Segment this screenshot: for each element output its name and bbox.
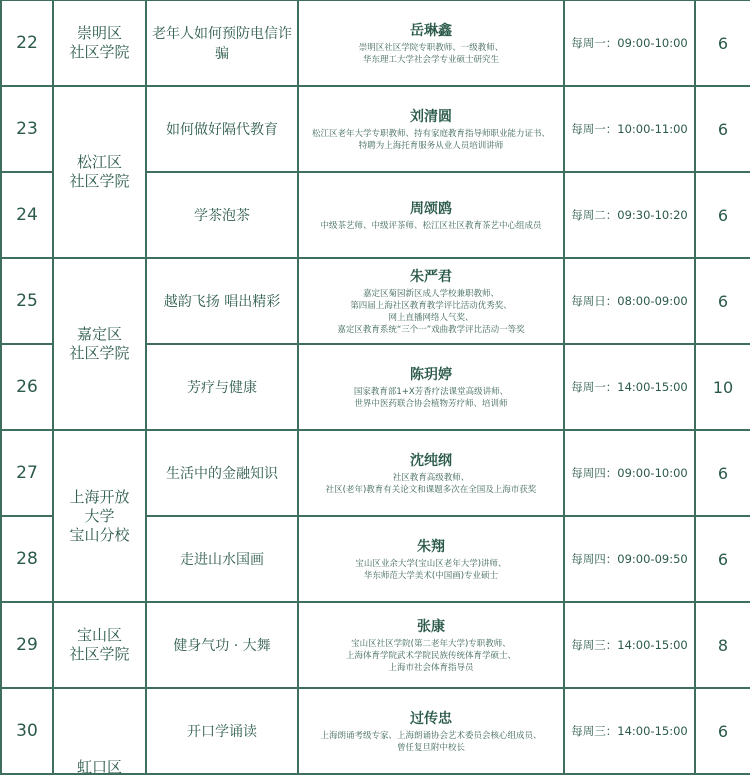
institution-line: 社区学院 xyxy=(69,344,130,362)
row-number: 30 xyxy=(1,688,53,774)
teacher-cell xyxy=(298,688,564,774)
teacher-desc-line: 宝山区社区学院(第二老年大学)专职教师、 xyxy=(351,639,511,649)
class-count: 6 xyxy=(695,516,750,602)
class-time: 每周二：09:30-10:20 xyxy=(564,172,695,258)
class-time: 每周一：09:00-10:00 xyxy=(564,0,695,86)
class-count: 6 xyxy=(695,0,750,86)
teacher-desc-line: 社区(老年)教育有关论文和课题多次在全国及上海市获奖 xyxy=(325,485,537,495)
class-time: 每周三：14:00-15:00 xyxy=(564,602,695,688)
course-name: 生活中的金融知识 xyxy=(146,430,298,516)
teacher-desc-line: 宝山区业余大学(宝山区老年大学)讲师、 xyxy=(355,559,507,569)
class-count: 8 xyxy=(695,602,750,688)
row-number: 29 xyxy=(1,602,53,688)
table-row xyxy=(1,688,750,774)
row-number: 28 xyxy=(1,516,53,602)
class-time: 每周四：09:00-10:00 xyxy=(564,430,695,516)
row-number: 25 xyxy=(1,258,53,344)
class-time: 每周日：08:00-09:00 xyxy=(564,258,695,344)
teacher-cell xyxy=(298,86,564,172)
institution-line: 社区学院 xyxy=(69,172,130,190)
class-time: 每周四：09:00-09:50 xyxy=(564,516,695,602)
course-name: 开口学诵读 xyxy=(146,688,298,774)
teacher-desc-line: 世界中医药联合协会植物芳疗师、培训师 xyxy=(354,399,508,409)
teacher-desc-line: 特聘为上海托育服务从业人员培训讲师 xyxy=(358,141,504,151)
class-time: 每周一：10:00-11:00 xyxy=(564,86,695,172)
teacher-desc-line: 上海朗诵考级专家、上海朗诵协会艺术委员会核心组成员、 xyxy=(320,731,542,741)
teacher-cell xyxy=(298,344,564,430)
teacher-desc-line: 华东师范大学美术(中国画)专业硕士 xyxy=(363,571,499,581)
teacher-cell xyxy=(298,516,564,602)
table-row xyxy=(1,602,750,688)
table-row xyxy=(1,86,750,172)
class-time: 每周一：14:00-15:00 xyxy=(564,344,695,430)
row-number: 26 xyxy=(1,344,53,430)
teacher-desc-line: 上海市社会体育指导员 xyxy=(388,663,474,673)
institution-line: 松江区 xyxy=(76,153,122,171)
course-name: 健身气功 · 大舞 xyxy=(146,602,298,688)
course-name: 如何做好隔代教育 xyxy=(146,86,298,172)
class-count: 6 xyxy=(695,86,750,172)
course-name: 芳疗与健康 xyxy=(146,344,298,430)
teacher-name: 朱翔 xyxy=(417,539,445,555)
teacher-desc-line: 华东理工大学社会学专业硕士研究生 xyxy=(362,55,499,65)
teacher-desc-line: 曾任复旦附中校长 xyxy=(396,743,465,753)
institution-line: 宝山分校 xyxy=(69,525,130,544)
class-count: 6 xyxy=(695,258,750,344)
teacher-name: 过传忠 xyxy=(410,711,452,727)
teacher-desc-line: 社区教育高级教师、 xyxy=(392,473,470,483)
class-count: 6 xyxy=(695,688,750,774)
institution-cell xyxy=(53,688,146,774)
institution-line: 社区学院 xyxy=(69,645,130,663)
teacher-desc-line: 嘉定区菊园新区成人学校兼职教师、 xyxy=(362,289,499,299)
teacher-desc-line: 上海体育学院武术学院民族传统体育学硕士、 xyxy=(345,651,516,661)
teacher-name: 沈纯纲 xyxy=(410,453,452,469)
teacher-desc-line: 国家教育部1+X芳香疗法课堂高级讲师、 xyxy=(353,387,509,397)
teacher-desc-line: 第四届上海社区教育教学评比活动优秀奖、 xyxy=(350,301,512,311)
class-time: 每周三：14:00-15:00 xyxy=(564,688,695,774)
teacher-cell xyxy=(298,258,564,344)
teacher-desc-line: 嘉定区教育系统“三个一”戏曲教学评比活动一等奖 xyxy=(337,325,525,335)
institution-line: 宝山区 xyxy=(76,626,122,644)
table-row xyxy=(1,258,750,344)
class-count: 6 xyxy=(695,172,750,258)
institution-line: 虹口区 xyxy=(76,758,122,776)
course-name: 老年人如何预防电信诈骗 xyxy=(146,0,298,86)
course-name: 越韵飞扬 唱出精彩 xyxy=(146,258,298,344)
teacher-desc-line: 中级茶艺师、中级评茶师、松江区社区教育茶艺中心组成员 xyxy=(320,221,542,231)
class-count: 6 xyxy=(695,430,750,516)
row-number: 24 xyxy=(1,172,53,258)
row-number: 27 xyxy=(1,430,53,516)
course-name: 学茶泡茶 xyxy=(146,172,298,258)
teacher-cell xyxy=(298,0,564,86)
teacher-desc-line: 崇明区社区学院专职教师、一级教师、 xyxy=(358,43,504,53)
row-number: 23 xyxy=(1,86,53,172)
teacher-cell xyxy=(298,430,564,516)
institution-cell xyxy=(53,0,146,86)
institution-line: 嘉定区 xyxy=(76,325,122,343)
table-row xyxy=(1,0,750,86)
teacher-name: 周颂鸥 xyxy=(410,201,452,217)
institution-cell xyxy=(53,430,146,602)
teacher-cell xyxy=(298,602,564,688)
institution-cell xyxy=(53,258,146,430)
teacher-desc-line: 网上直播网络人气奖、 xyxy=(388,313,474,323)
institution-cell xyxy=(53,602,146,688)
institution-line: 大学 xyxy=(84,506,115,525)
teacher-cell xyxy=(298,172,564,258)
class-count: 10 xyxy=(695,344,750,430)
teacher-name: 陈玥婷 xyxy=(410,367,452,383)
teacher-name: 刘清圆 xyxy=(410,109,452,125)
teacher-desc-line: 松江区老年大学专职教师、持有家庭教育指导师职业能力证书、 xyxy=(311,129,550,139)
teacher-name: 朱严君 xyxy=(410,269,452,285)
row-number: 22 xyxy=(1,0,53,86)
institution-line: 上海开放 xyxy=(69,487,130,506)
course-name: 走进山水国画 xyxy=(146,516,298,602)
teacher-name: 张康 xyxy=(417,619,445,635)
institution-cell xyxy=(53,86,146,258)
table-row xyxy=(1,430,750,516)
institution-line: 崇明区 xyxy=(76,24,122,42)
teacher-name: 岳琳鑫 xyxy=(410,23,452,39)
institution-line: 社区学院 xyxy=(69,43,130,61)
